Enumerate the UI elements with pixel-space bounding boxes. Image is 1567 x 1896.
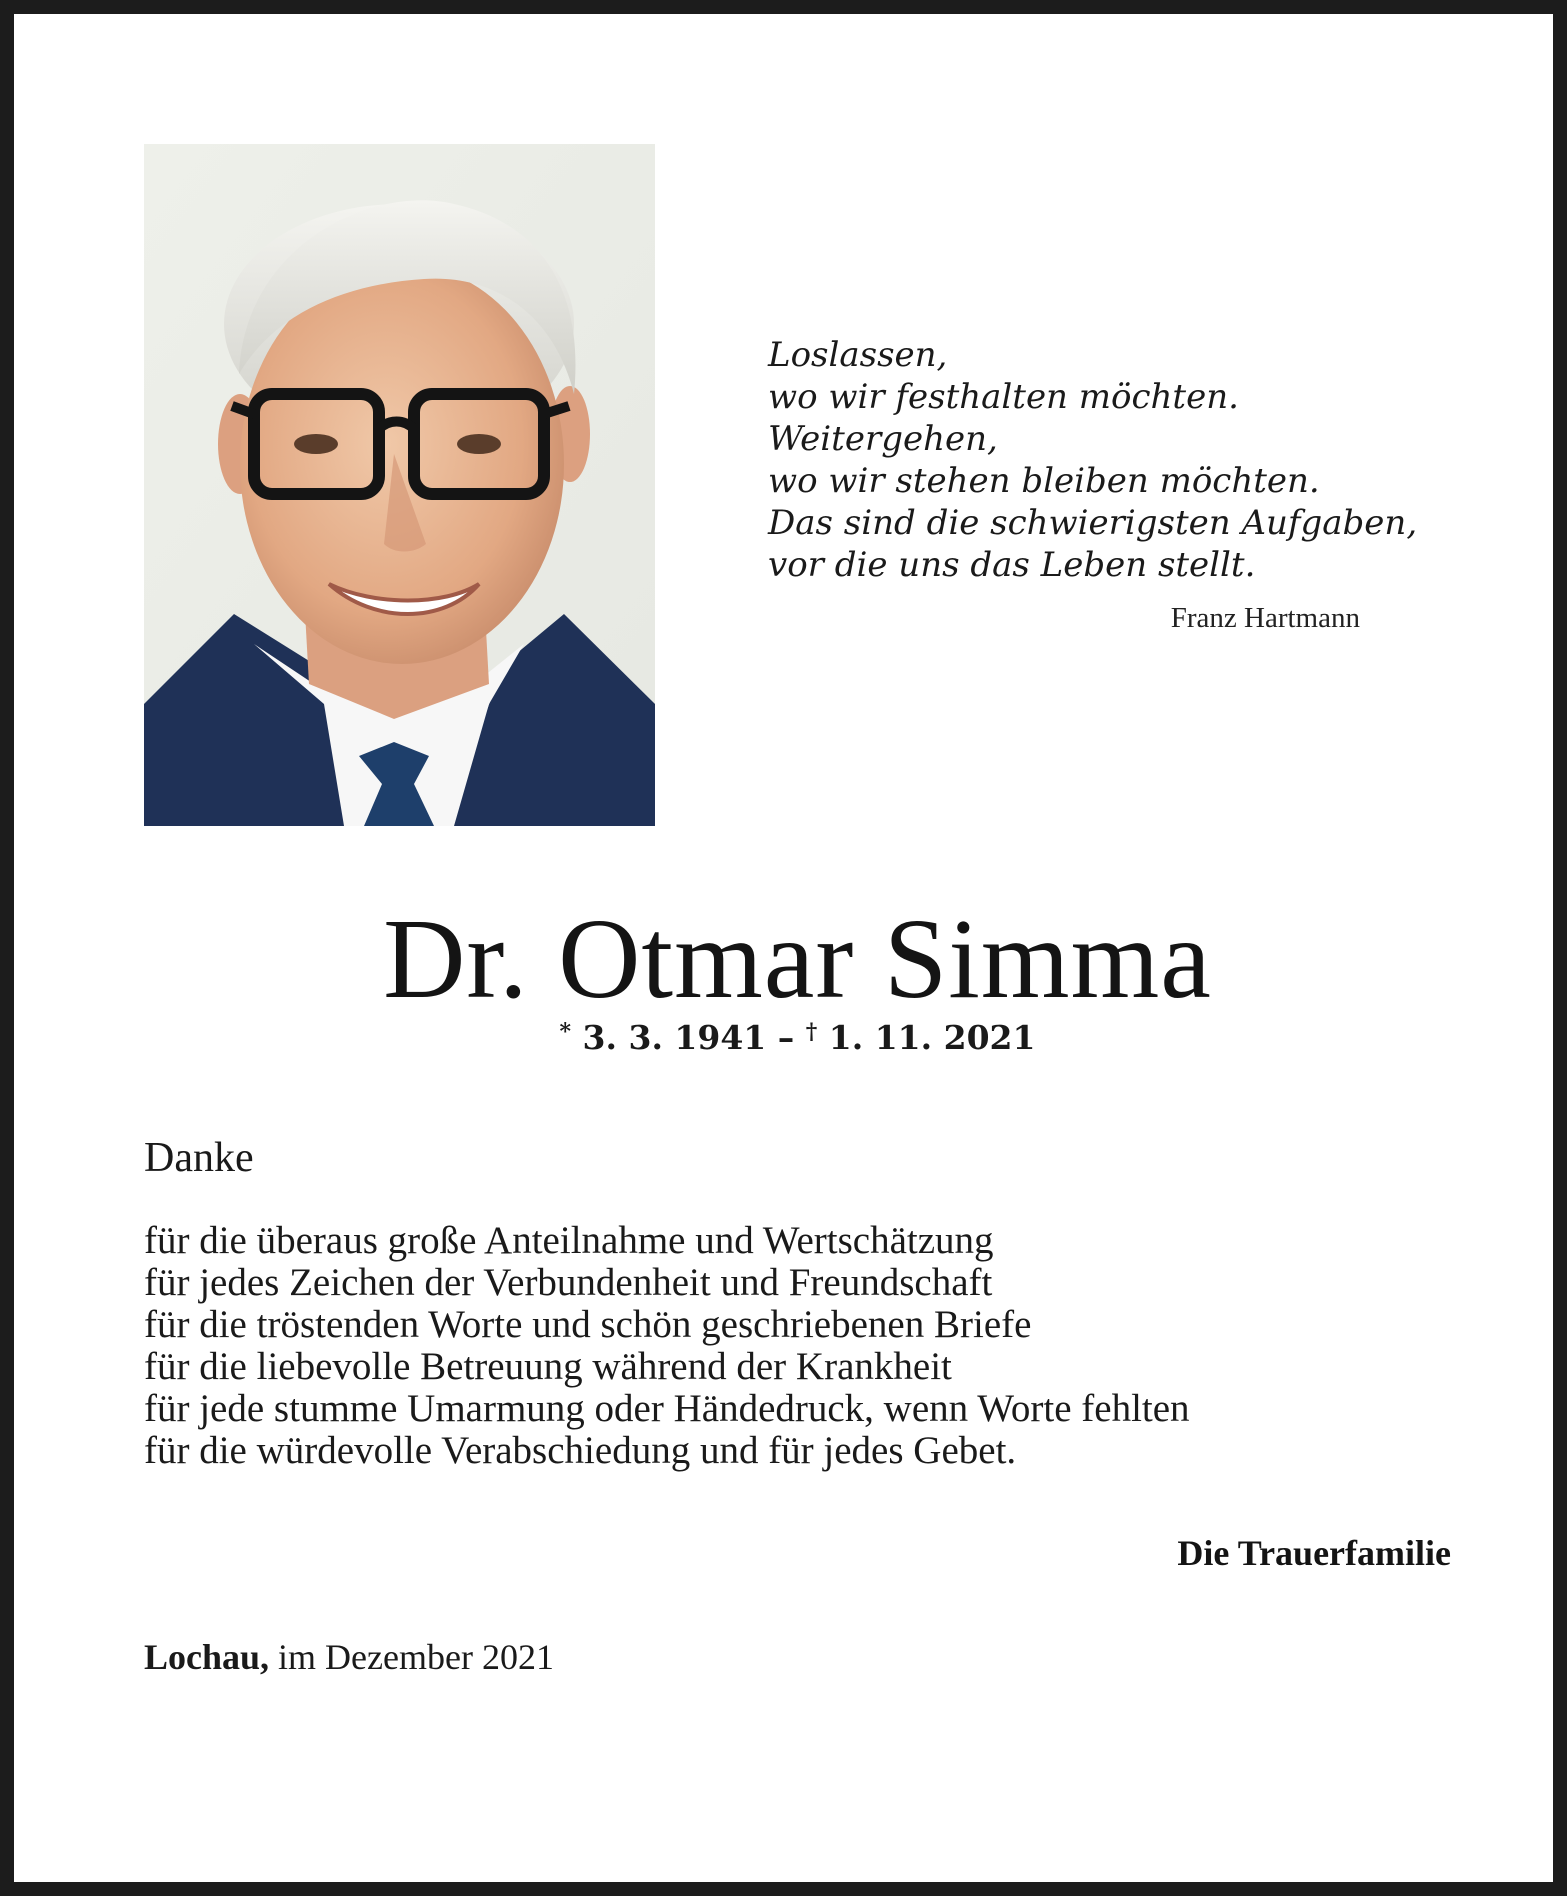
quote-line: Das sind die schwierigsten Aufgaben,: [768, 503, 1418, 543]
life-dates: [14, 1018, 1567, 1057]
thanks-line: für die überaus große Anteilnahme und Wertschätzung: [144, 1219, 994, 1262]
quote-line: vor die uns das Leben stellt.: [768, 545, 1256, 585]
date-text: im Dezember 2021: [269, 1637, 554, 1677]
thanks-line: für die würdevolle Verabschiedung und für jedes Gebet.: [144, 1429, 1017, 1472]
quote: [768, 334, 1418, 586]
place-and-date: [144, 1636, 554, 1678]
thanks-list: [144, 1220, 1394, 1472]
portrait-photo: [144, 144, 655, 826]
thanks-line: für jede stumme Umarmung oder Händedruck, wenn Worte fehlten: [144, 1387, 1190, 1430]
date-separator: –: [766, 1018, 806, 1057]
thanks-line: für die tröstenden Worte und schön geschriebenen Briefe: [144, 1303, 1032, 1346]
quote-line: Loslassen,: [768, 335, 948, 375]
signature: Die Trauerfamilie: [1177, 1533, 1451, 1573]
quote-line: wo wir festhalten möchten.: [768, 377, 1239, 417]
death-symbol: †: [805, 1019, 818, 1045]
deceased-name: Dr. Otmar Simma: [383, 895, 1212, 1022]
quote-line: Weitergehen,: [768, 419, 998, 459]
quote-line: wo wir stehen bleiben möchten.: [768, 461, 1320, 501]
death-date: 1. 11. 2021: [828, 1018, 1036, 1057]
birth-date: 3. 3. 1941: [582, 1018, 767, 1057]
place-name: Lochau,: [144, 1637, 270, 1677]
thanks-line: für jedes Zeichen der Verbundenheit und Freundschaft: [144, 1261, 993, 1304]
quote-author: Franz Hartmann: [1170, 602, 1360, 634]
thanks-heading: Danke: [144, 1135, 254, 1181]
birth-symbol: *: [559, 1019, 572, 1045]
thanks-line: für die liebevolle Betreuung während der Krankheit: [144, 1345, 952, 1388]
